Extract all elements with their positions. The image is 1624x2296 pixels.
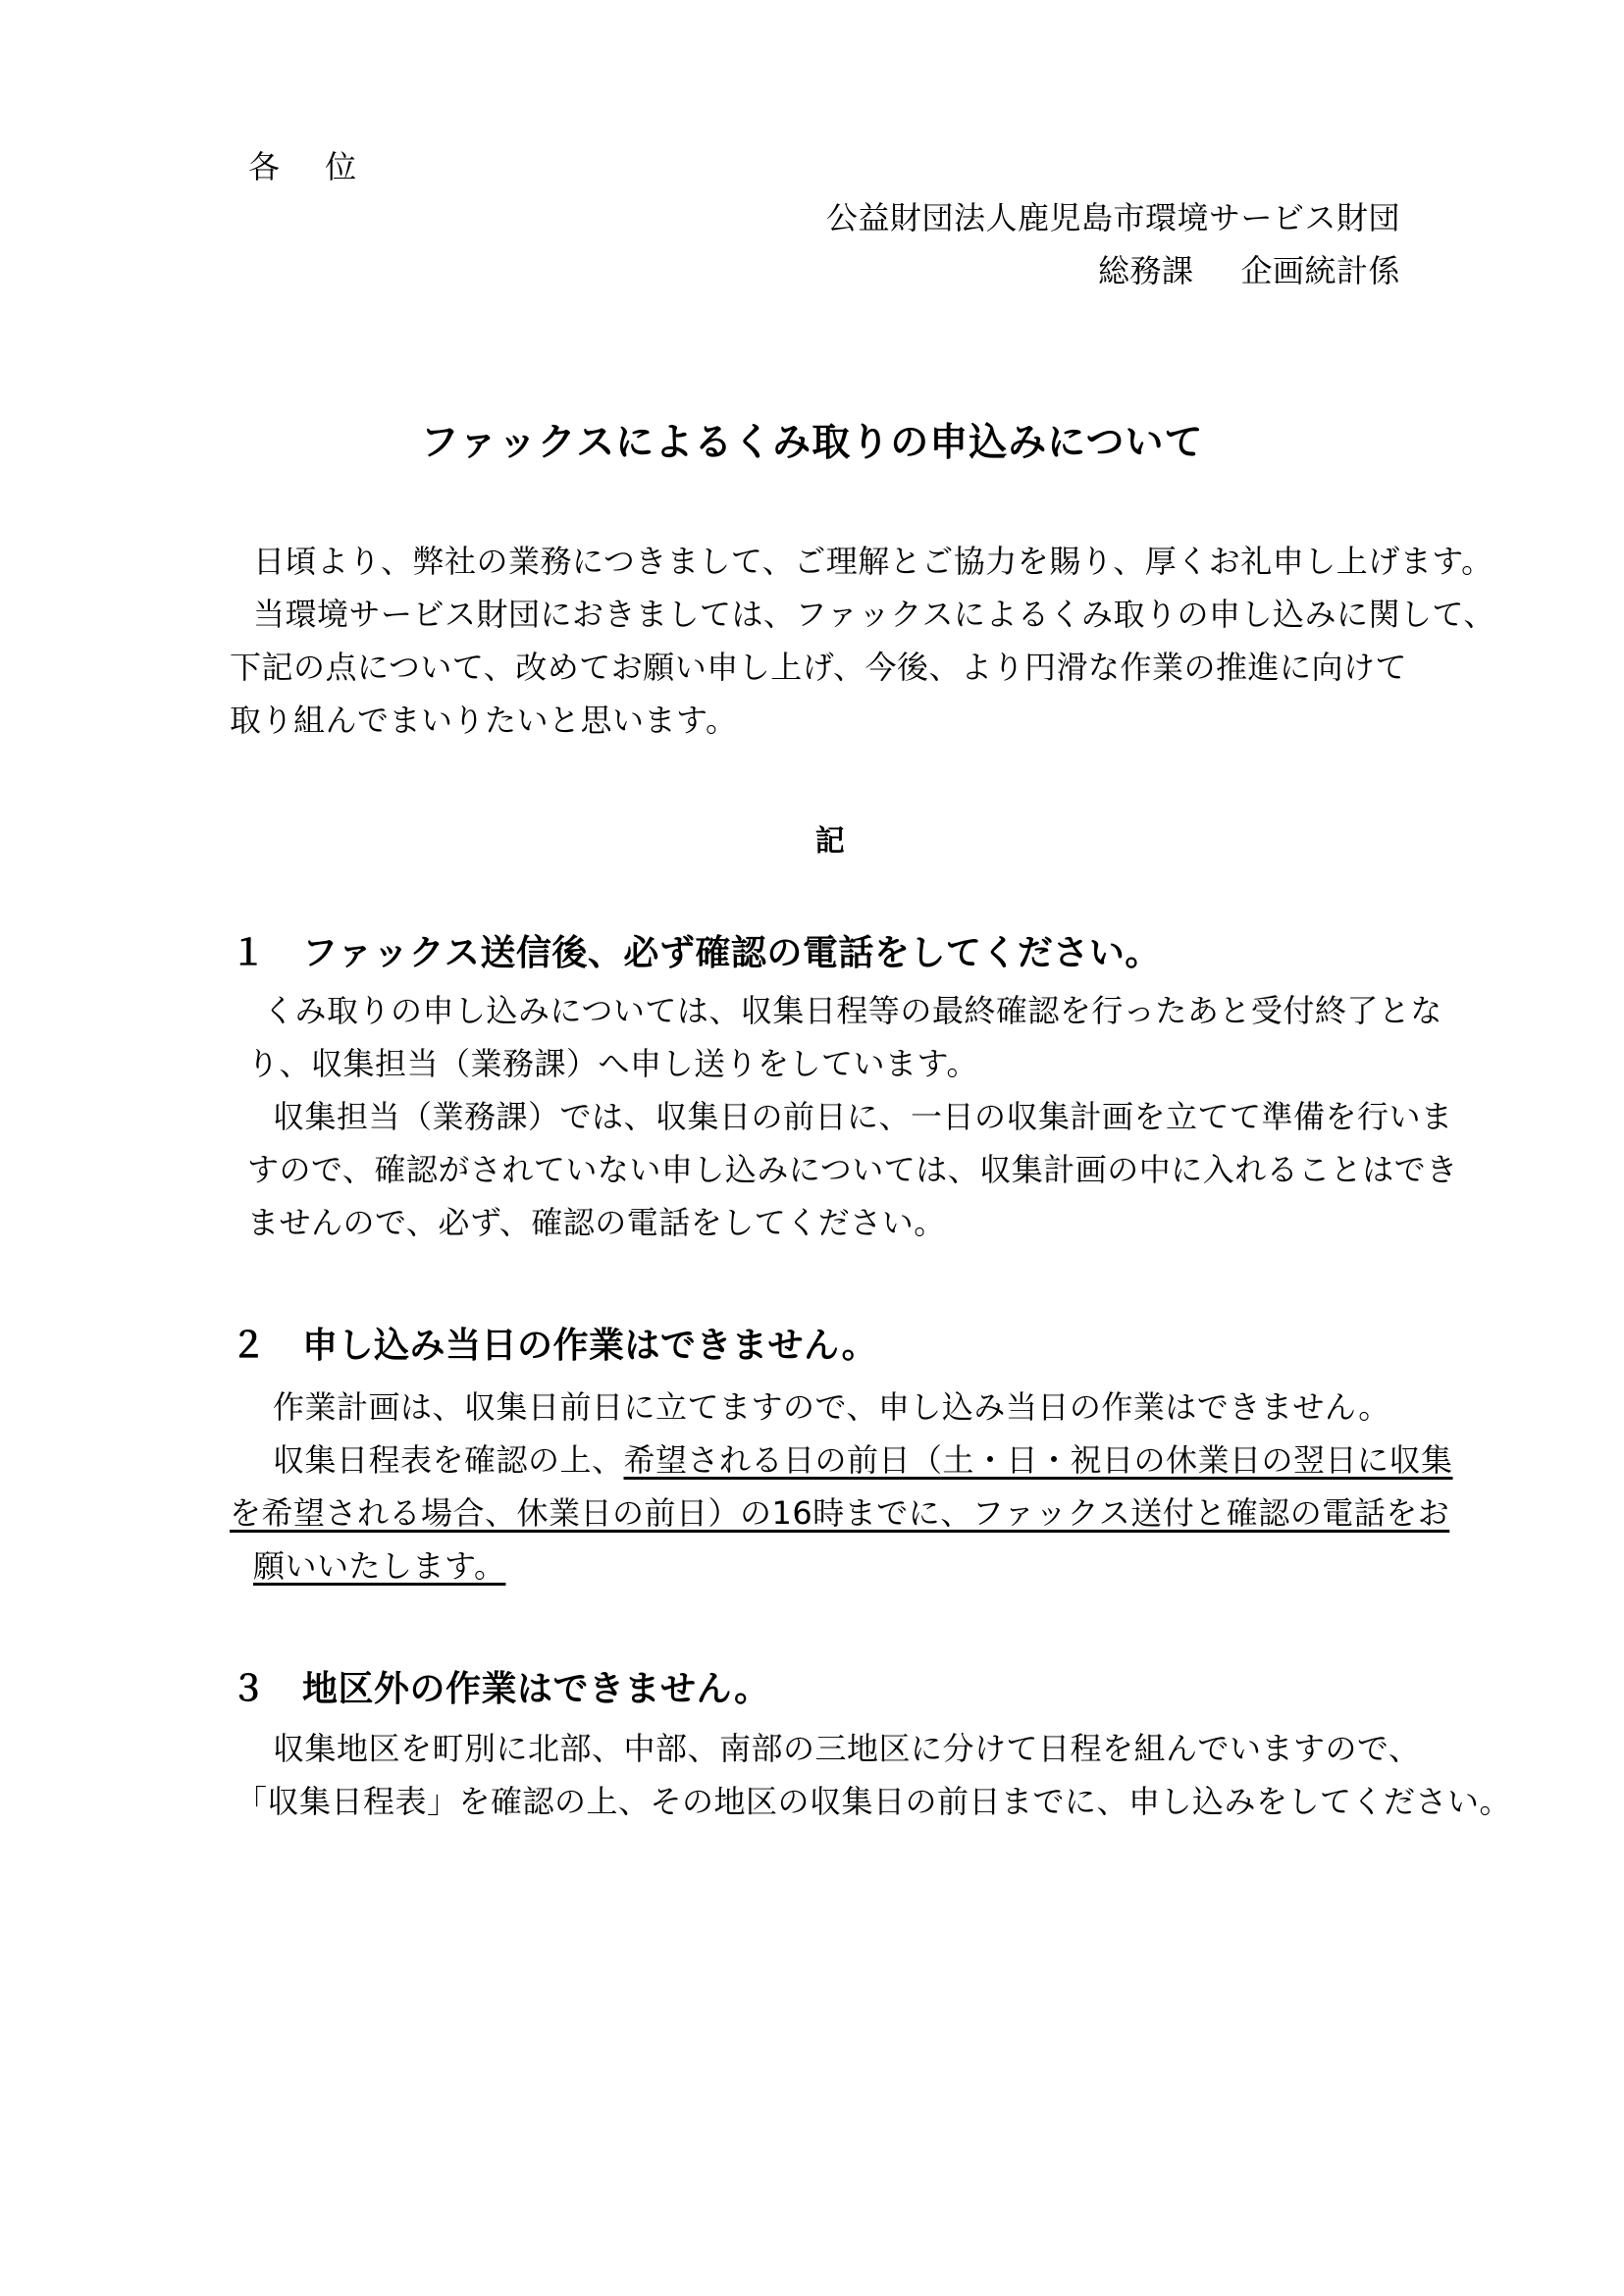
department-name: 総務課 xyxy=(1097,252,1194,289)
item-heading-1: １ ファックス送信後、必ず確認の電話をしてください。 xyxy=(231,933,1161,973)
item-2-line: 作業計画は、収集日前日に立てますので、申し込み当日の作業はできません。 xyxy=(273,1388,1390,1426)
item-3-line: 「収集日程表」を確認の上、その地区の収集日の前日までに、申し込みをしてください。 xyxy=(236,1783,1512,1820)
intro-line: 下記の点について、改めてお願い申し上げ、今後、より円滑な作業の推進に向けて xyxy=(230,649,1407,686)
item-1-line: すので、確認がされていない申し込みについては、収集計画の中に入れることはでき xyxy=(247,1151,1458,1188)
intro-line: 日頃より、弊社の業務につきまして、ご理解とご協力を賜り、厚くお礼申し上げます。 xyxy=(253,543,1493,580)
item-2-text: 収集日程表を確認の上、 xyxy=(273,1441,624,1479)
addressee: 各 位 xyxy=(248,148,375,185)
intro-line: 取り組んでまいりたいと思います。 xyxy=(230,702,738,739)
item-heading-2: ２ 申し込み当日の作業はできません。 xyxy=(231,1326,878,1366)
item-2-underlined-text: 希望される日の前日（土・日・祝日の休業日の翌日に収集 xyxy=(623,1441,1453,1479)
intro-line: 当環境サービス財団におきましては、ファックスによるくみ取りの申し込みに関して、 xyxy=(253,596,1495,633)
item-1-line: くみ取りの申し込みについては、収集日程等の最終確認を行ったあと受付終了とな xyxy=(263,992,1442,1029)
item-2-underlined-line: を希望される場合、休業日の前日）の16時までに、ファックス送付と確認の電話をお xyxy=(230,1494,1450,1532)
ki-marker: 記 xyxy=(814,824,846,859)
item-1-line: 収集担当（業務課）では、収集日の前日に、一日の収集計画を立てて準備を行いま xyxy=(273,1098,1453,1135)
organization-name: 公益財団法人鹿児島市環境サービス財団 xyxy=(825,199,1400,236)
department-line xyxy=(1098,251,1400,290)
document-title: ファックスによるくみ取りの申込みについて xyxy=(420,421,1204,465)
item-2-line xyxy=(273,1440,1453,1480)
item-2-underlined-line: 願いいたします。 xyxy=(253,1547,506,1585)
section-name: 企画統計係 xyxy=(1240,252,1400,289)
item-1-line: ませんので、必ず、確認の電話をしてください。 xyxy=(247,1204,946,1241)
item-1-line: り、収集担当（業務課）へ申し送りをしています。 xyxy=(247,1045,978,1082)
item-3-line: 収集地区を町別に北部、中部、南部の三地区に分けて日程を組んでいますので、 xyxy=(273,1730,1421,1767)
item-heading-3: ３ 地区外の作業はできません。 xyxy=(231,1669,770,1709)
